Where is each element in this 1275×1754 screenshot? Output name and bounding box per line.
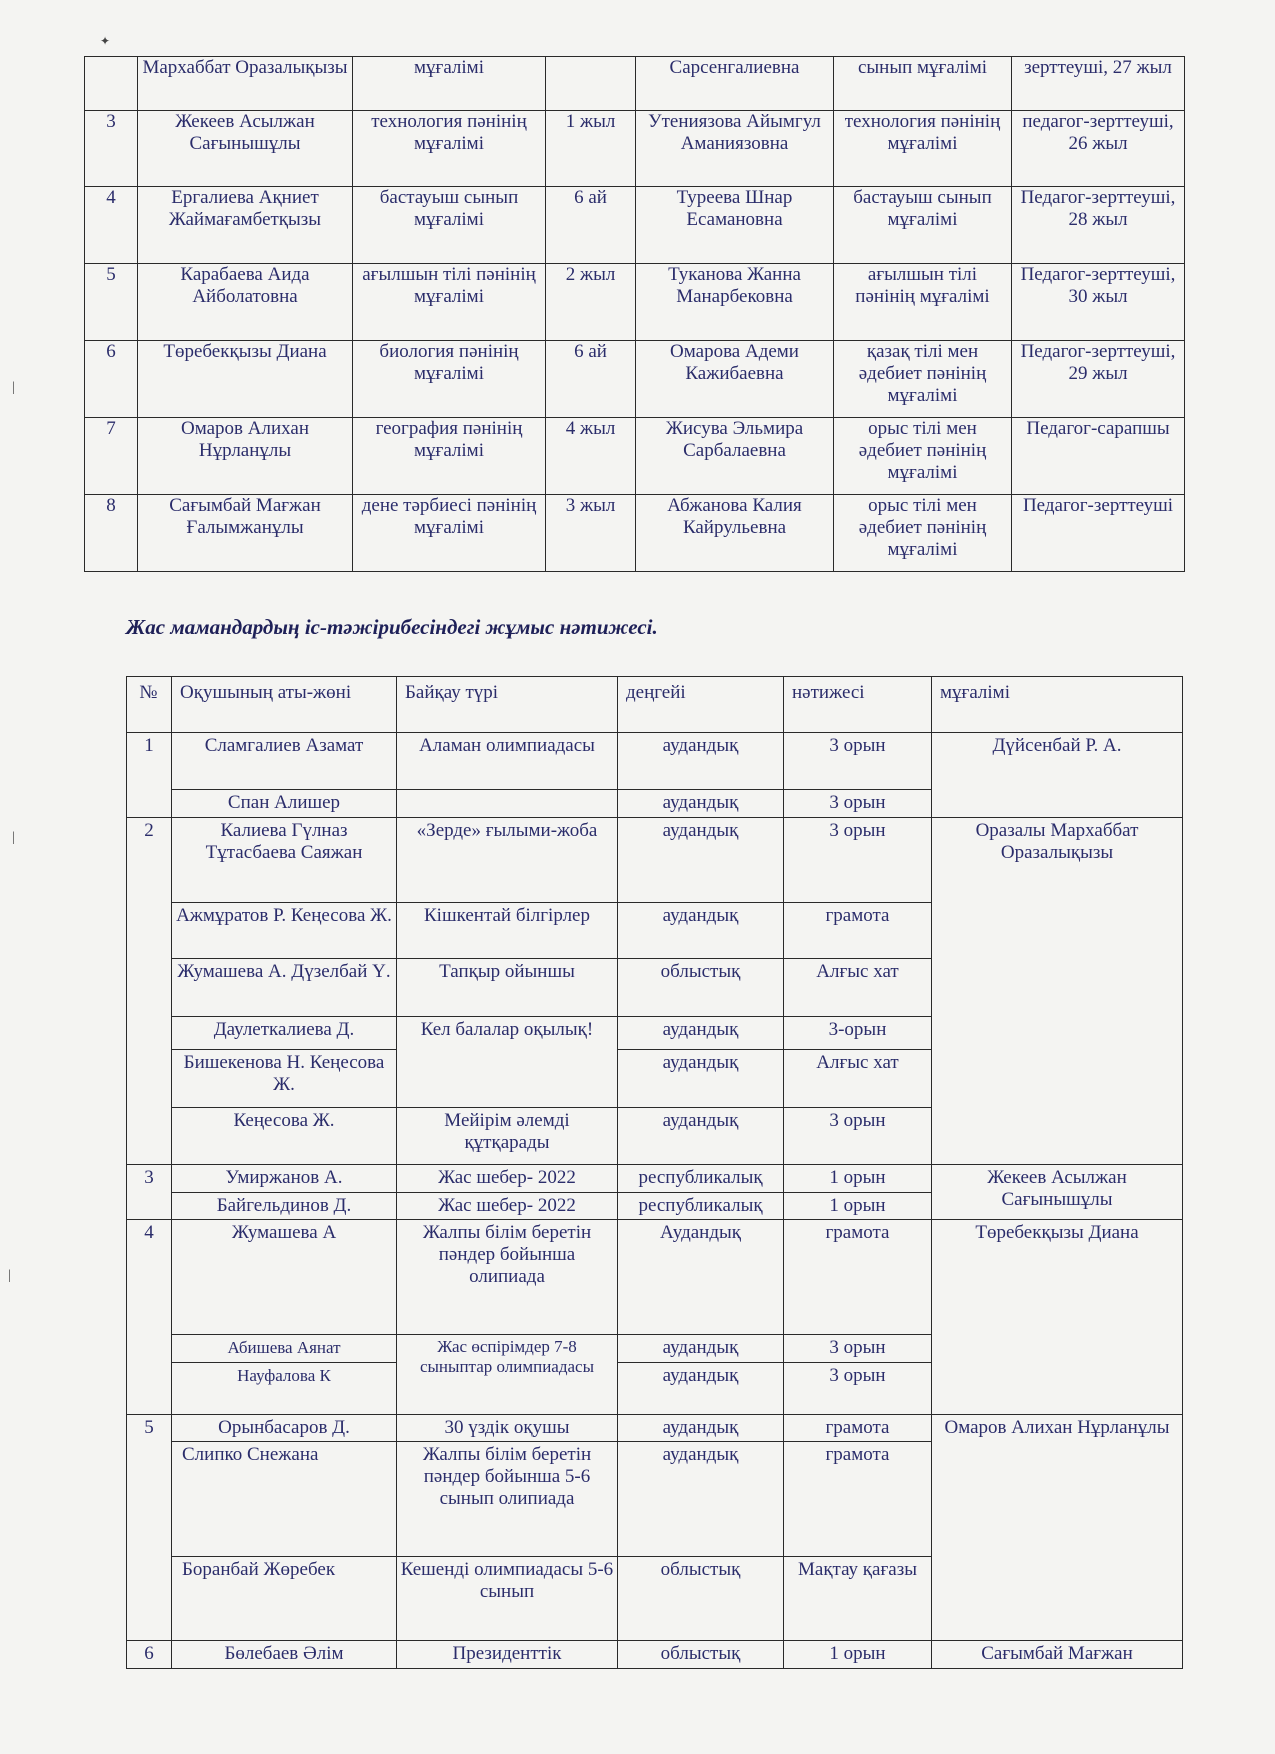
mentor-category: Педагог-зерттеуші, 30 жыл xyxy=(1012,264,1185,341)
mentor-name: Туреева Шнар Есамановна xyxy=(636,187,834,264)
row-number: 5 xyxy=(85,264,138,341)
experience: 6 ай xyxy=(546,187,636,264)
contest-level: республикалық xyxy=(618,1193,784,1220)
mentor-name: Утениязова Айымгул Аманиязовна xyxy=(636,111,834,187)
contest-type: Кішкентай білгірлер xyxy=(397,903,618,959)
teacher-subject: ағылшын тілі пәнінің мұғалімі xyxy=(353,264,546,341)
contest-level: аудандық xyxy=(618,1017,784,1050)
mentor-row xyxy=(85,418,1185,495)
teacher-name: Жекеев Асылжан Сағынышұлы xyxy=(138,111,353,187)
contest-level: облыстық xyxy=(618,1641,784,1669)
row-number xyxy=(85,57,138,111)
student-name: Абишева Аянат xyxy=(172,1335,397,1363)
table-row xyxy=(127,1641,1183,1669)
mentor-name: Жисува Эльмира Сарбалаевна xyxy=(636,418,834,495)
experience xyxy=(546,57,636,111)
group-number: 6 xyxy=(127,1641,172,1669)
contest-type: «Зерде» ғылыми-жоба xyxy=(397,818,618,903)
contest-result: грамота xyxy=(784,1442,932,1557)
mentor-row xyxy=(85,57,1185,111)
mentor-name: Туканова Жанна Манарбековна xyxy=(636,264,834,341)
mentor-category: Педагог-сарапшы xyxy=(1012,418,1185,495)
header-type: Байқау түрі xyxy=(397,677,618,733)
contest-result: 1 орын xyxy=(784,1165,932,1193)
mentor-row xyxy=(85,187,1185,264)
group-number: 1 xyxy=(127,733,172,818)
group-number: 4 xyxy=(127,1220,172,1415)
teacher-name: Оразалы Мархаббат Оразалықызы xyxy=(932,818,1183,1165)
group-number: 3 xyxy=(127,1165,172,1220)
contest-type: Кел балалар оқылық! xyxy=(397,1017,618,1108)
teacher-subject: дене тәрбиесі пәнінің мұғалімі xyxy=(353,495,546,572)
contest-result: грамота xyxy=(784,1220,932,1335)
scan-mark: | xyxy=(12,380,15,395)
contest-result: Алғыс хат xyxy=(784,1050,932,1108)
contest-result: 3 орын xyxy=(784,1335,932,1363)
header-level: деңгейі xyxy=(618,677,784,733)
contest-type: Аламан олимпиадасы xyxy=(397,733,618,790)
mentor-category: Педагог-зерттеуші, 28 жыл xyxy=(1012,187,1185,264)
mentor-subject: бастауыш сынып мұғалімі xyxy=(834,187,1012,264)
contest-level: аудандық xyxy=(618,1335,784,1363)
contest-level: аудандық xyxy=(618,790,784,818)
contest-result: 3 орын xyxy=(784,1363,932,1415)
teacher-name: Дүйсенбай Р. А. xyxy=(932,733,1183,818)
teacher-subject: бастауыш сынып мұғалімі xyxy=(353,187,546,264)
contest-result: 3 орын xyxy=(784,790,932,818)
scan-mark: | xyxy=(12,830,15,845)
table-row xyxy=(127,1220,1183,1335)
student-name: Даулеткалиева Д. xyxy=(172,1017,397,1050)
contest-result: 3 орын xyxy=(784,818,932,903)
contest-level: аудандық xyxy=(618,1415,784,1442)
mentor-name: Сарсенгалиевна xyxy=(636,57,834,111)
contest-type: Жалпы білім беретін пәндер бойынша олипиада xyxy=(397,1220,618,1335)
mentors-table xyxy=(84,56,1185,572)
mentor-subject: сынып мұғалімі xyxy=(834,57,1012,111)
contest-type: Кешенді олимпиадасы 5-6 сынып xyxy=(397,1557,618,1641)
contest-result: грамота xyxy=(784,903,932,959)
row-number: 7 xyxy=(85,418,138,495)
mentor-row xyxy=(85,264,1185,341)
row-number: 4 xyxy=(85,187,138,264)
contest-result: Алғыс хат xyxy=(784,959,932,1017)
contest-level: аудандық xyxy=(618,1050,784,1108)
student-name: Умиржанов А. xyxy=(172,1165,397,1193)
contest-result: Мақтау қағазы xyxy=(784,1557,932,1641)
teacher-subject: мұғалімі xyxy=(353,57,546,111)
mentor-subject: орыс тілі мен әдебиет пәнінің мұғалімі xyxy=(834,495,1012,572)
contest-result: 3-орын xyxy=(784,1017,932,1050)
contest-level: аудандық xyxy=(618,818,784,903)
mentor-category: Педагог-зерттеуші, 29 жыл xyxy=(1012,341,1185,418)
teacher-name: Мархаббат Оразалықызы xyxy=(138,57,353,111)
teacher-name: Сағымбай Мағжан xyxy=(932,1641,1183,1669)
contest-result: 3 орын xyxy=(784,733,932,790)
student-name: Науфалова К xyxy=(172,1363,397,1415)
student-name: Боранбай Жөребек xyxy=(172,1557,397,1641)
mentor-subject: ағылшын тілі пәнінің мұғалімі xyxy=(834,264,1012,341)
group-number: 2 xyxy=(127,818,172,1165)
table-row xyxy=(127,1165,1183,1193)
mentor-category: педагог-зерттеуші, 26 жыл xyxy=(1012,111,1185,187)
mentor-row xyxy=(85,341,1185,418)
mentor-name: Омарова Адеми Кажибаевна xyxy=(636,341,834,418)
mentor-category: зерттеуші, 27 жыл xyxy=(1012,57,1185,111)
mentor-subject: технология пәнінің мұғалімі xyxy=(834,111,1012,187)
header-student: Оқушының аты-жөні xyxy=(172,677,397,733)
table-row xyxy=(127,818,1183,903)
mentor-row xyxy=(85,495,1185,572)
contest-level: аудандық xyxy=(618,1108,784,1165)
teacher-name: Төребекқызы Диана xyxy=(138,341,353,418)
contest-level: республикалық xyxy=(618,1165,784,1193)
contest-level: Аудандық xyxy=(618,1220,784,1335)
contest-result: 3 орын xyxy=(784,1108,932,1165)
table-row xyxy=(127,733,1183,790)
teacher-subject: технология пәнінің мұғалімі xyxy=(353,111,546,187)
results-table xyxy=(126,676,1183,1669)
contest-level: облыстық xyxy=(618,959,784,1017)
contest-result: 1 орын xyxy=(784,1193,932,1220)
contest-type: Жас шебер- 2022 xyxy=(397,1193,618,1220)
teacher-name: Омаров Алихан Нұрланұлы xyxy=(932,1415,1183,1641)
contest-result: 1 орын xyxy=(784,1641,932,1669)
teacher-name: Сағымбай Мағжан Ғалымжанұлы xyxy=(138,495,353,572)
contest-type: Жас шебер- 2022 xyxy=(397,1165,618,1193)
experience: 1 жыл xyxy=(546,111,636,187)
mentor-name: Абжанова Калия Кайрульевна xyxy=(636,495,834,572)
scan-mark: ✦ xyxy=(100,34,111,48)
experience: 2 жыл xyxy=(546,264,636,341)
student-name: Слипко Снежана xyxy=(172,1442,397,1557)
mentor-subject: орыс тілі мен әдебиет пәнінің мұғалімі xyxy=(834,418,1012,495)
contest-type: Тапқыр ойыншы xyxy=(397,959,618,1017)
teacher-name: Жекеев Асылжан Сағынышұлы xyxy=(932,1165,1183,1220)
section-heading: Жас мамандардың іс-тәжірибесіндегі жұмыс нәтижесі. xyxy=(126,615,658,639)
experience: 4 жыл xyxy=(546,418,636,495)
header-teacher: мұғалімі xyxy=(932,677,1183,733)
student-name: Бөлебаев Әлім xyxy=(172,1641,397,1669)
student-name: Калиева Гүлназ Тұтасбаева Саяжан xyxy=(172,818,397,903)
teacher-subject: география пәнінің мұғалімі xyxy=(353,418,546,495)
teacher-name: Карабаева Аида Айболатовна xyxy=(138,264,353,341)
results-header-row xyxy=(127,677,1183,733)
contest-level: аудандық xyxy=(618,1442,784,1557)
contest-type xyxy=(397,790,618,818)
student-name: Жумашева А. Дүзелбай Ү. xyxy=(172,959,397,1017)
row-number: 8 xyxy=(85,495,138,572)
contest-type: 30 үздік оқушы xyxy=(397,1415,618,1442)
contest-type: Жас өспірімдер 7-8 сыныптар олимпиадасы xyxy=(397,1335,618,1415)
contest-level: аудандық xyxy=(618,1363,784,1415)
student-name: Ажмұратов Р. Кеңесова Ж. xyxy=(172,903,397,959)
teacher-subject: биология пәнінің мұғалімі xyxy=(353,341,546,418)
contest-level: аудандық xyxy=(618,903,784,959)
teacher-name: Омаров Алихан Нұрланұлы xyxy=(138,418,353,495)
table-row xyxy=(127,1415,1183,1442)
contest-level: облыстық xyxy=(618,1557,784,1641)
student-name: Жумашева А xyxy=(172,1220,397,1335)
teacher-name: Төребекқызы Диана xyxy=(932,1220,1183,1415)
mentor-category: Педагог-зерттеуші xyxy=(1012,495,1185,572)
contest-type: Президенттік xyxy=(397,1641,618,1669)
student-name: Сламгалиев Азамат xyxy=(172,733,397,790)
experience: 3 жыл xyxy=(546,495,636,572)
student-name: Байгельдинов Д. xyxy=(172,1193,397,1220)
mentor-row xyxy=(85,111,1185,187)
contest-type: Мейірім әлемді құтқарады xyxy=(397,1108,618,1165)
scan-mark: | xyxy=(8,1268,11,1283)
row-number: 6 xyxy=(85,341,138,418)
group-number: 5 xyxy=(127,1415,172,1641)
mentor-subject: қазақ тілі мен әдебиет пәнінің мұғалімі xyxy=(834,341,1012,418)
contest-level: аудандық xyxy=(618,733,784,790)
contest-result: грамота xyxy=(784,1415,932,1442)
student-name: Орынбасаров Д. xyxy=(172,1415,397,1442)
student-name: Бишекенова Н. Кеңесова Ж. xyxy=(172,1050,397,1108)
row-number: 3 xyxy=(85,111,138,187)
header-result: нәтижесі xyxy=(784,677,932,733)
student-name: Кеңесова Ж. xyxy=(172,1108,397,1165)
teacher-name: Ергалиева Ақниет Жаймағамбетқызы xyxy=(138,187,353,264)
student-name: Спан Алишер xyxy=(172,790,397,818)
header-num: № xyxy=(127,677,172,733)
experience: 6 ай xyxy=(546,341,636,418)
contest-type: Жалпы білім беретін пәндер бойынша 5-6 сынып олипиада xyxy=(397,1442,618,1557)
